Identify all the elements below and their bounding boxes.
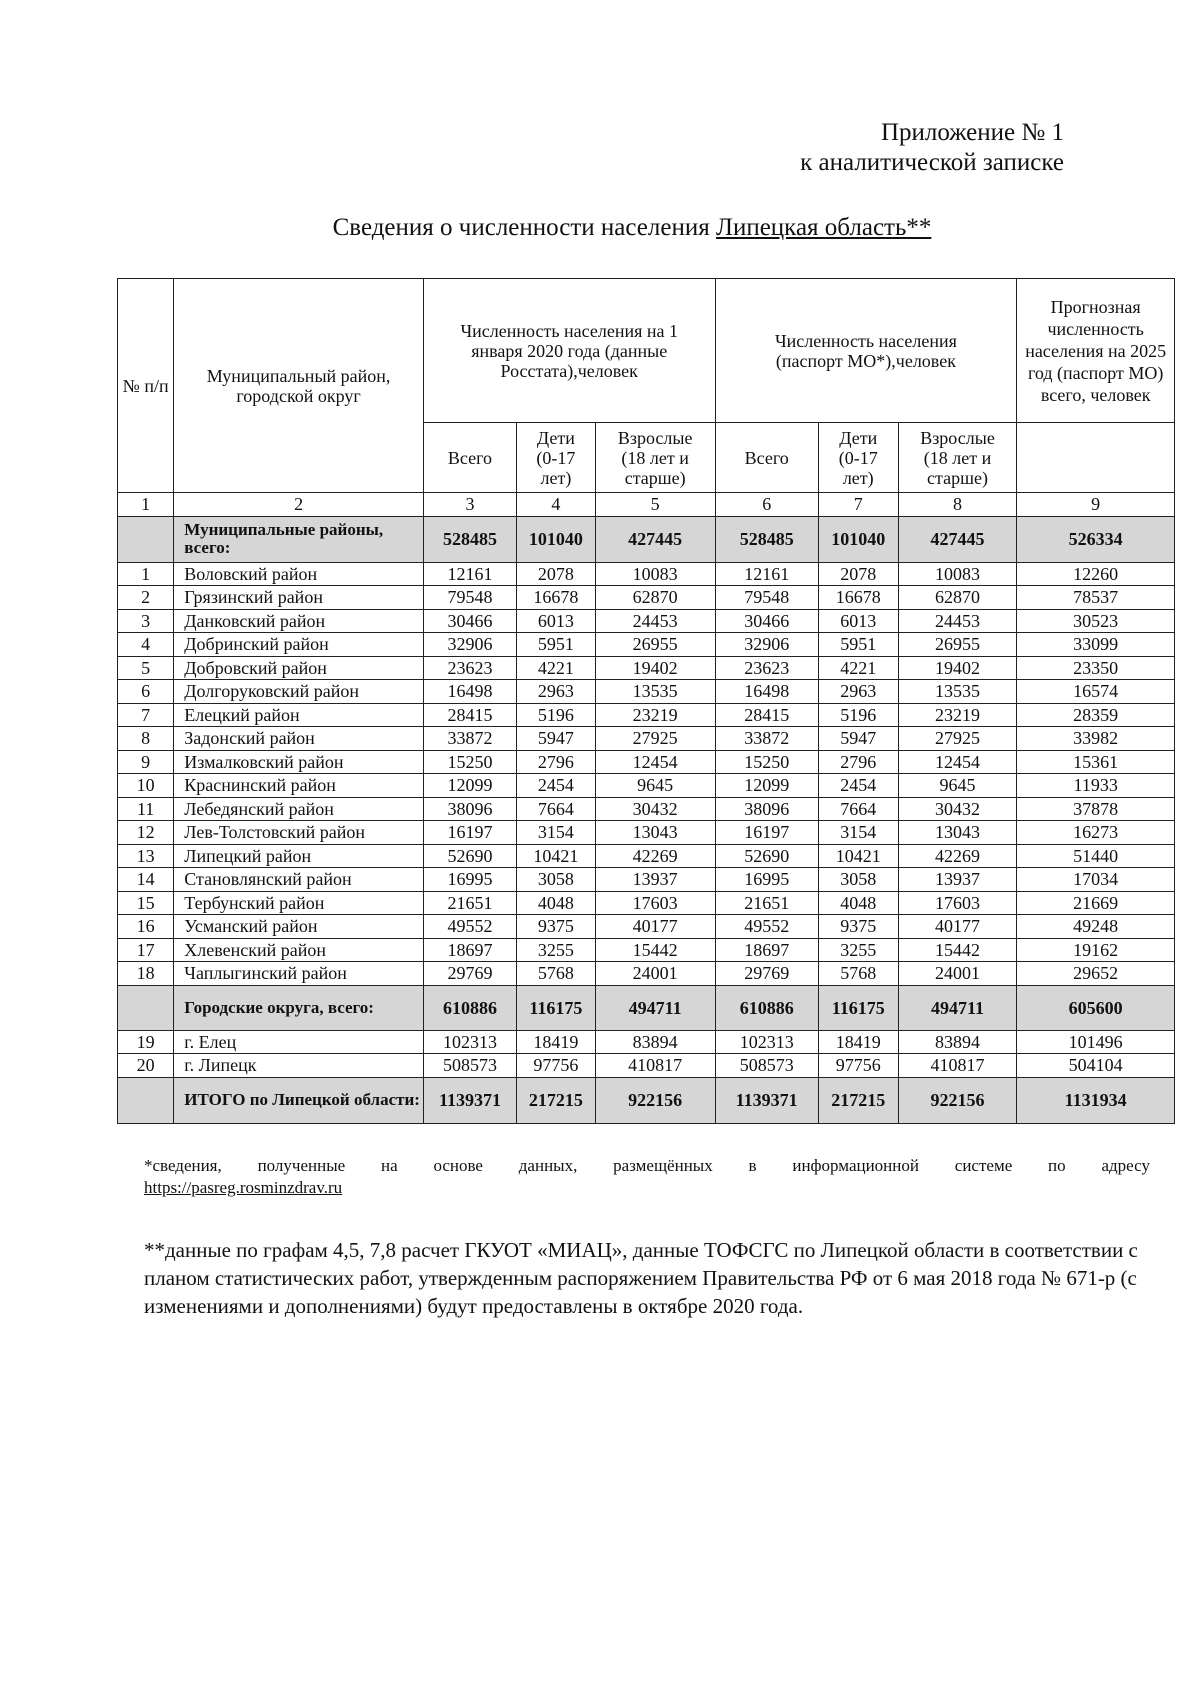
row-value: 17603	[898, 891, 1017, 915]
row-value: 13043	[595, 821, 715, 845]
row-value: 3154	[517, 821, 596, 845]
header-children-passport: Дети (0-17 лет)	[818, 423, 898, 493]
row-value: 30432	[898, 797, 1017, 821]
subtotal-value: 217215	[517, 1077, 596, 1123]
row-value: 11933	[1017, 774, 1175, 798]
row-number: 7	[118, 703, 174, 727]
city-subtotal-row	[118, 985, 1175, 1030]
column-number: 5	[595, 493, 715, 517]
row-value: 2454	[517, 774, 596, 798]
row-value: 23623	[715, 656, 818, 680]
row-value: 83894	[595, 1030, 715, 1054]
row-value: 9375	[818, 915, 898, 939]
row-value: 28359	[1017, 703, 1175, 727]
table-row	[118, 1030, 1175, 1054]
table-row	[118, 938, 1175, 962]
column-number: 9	[1017, 493, 1175, 517]
row-value: 4048	[517, 891, 596, 915]
title-prefix: Сведения о численности населения	[332, 214, 716, 241]
row-number: 4	[118, 633, 174, 657]
row-value: 42269	[898, 844, 1017, 868]
row-value: 16197	[715, 821, 818, 845]
row-name: Липецкий район	[174, 844, 424, 868]
row-value: 51440	[1017, 844, 1175, 868]
row-value: 6013	[517, 609, 596, 633]
subtotal-value: 526334	[1017, 516, 1175, 562]
row-value: 18697	[423, 938, 516, 962]
footnote-1-word: основе	[433, 1156, 483, 1175]
subtotal-label: ИТОГО по Липецкой области:	[174, 1077, 424, 1123]
row-value: 33872	[423, 727, 516, 751]
header-forecast: Прогнозная численность населения на 2025 год (паспорт МО) всего, человек	[1017, 279, 1175, 423]
row-value: 2454	[818, 774, 898, 798]
row-number: 9	[118, 750, 174, 774]
row-value: 79548	[423, 586, 516, 610]
row-name: Чаплыгинский район	[174, 962, 424, 986]
row-name: Воловский район	[174, 562, 424, 586]
header-adults-passport: Взрослые (18 лет и старше)	[898, 423, 1017, 493]
row-value: 15250	[715, 750, 818, 774]
header-total-rosstat: Всего	[423, 423, 516, 493]
row-value: 16678	[818, 586, 898, 610]
table-row	[118, 656, 1175, 680]
row-value: 16995	[423, 868, 516, 892]
header-forecast-blank	[1017, 423, 1175, 493]
column-number: 7	[818, 493, 898, 517]
column-number: 2	[174, 493, 424, 517]
row-value: 18419	[517, 1030, 596, 1054]
row-value: 101496	[1017, 1030, 1175, 1054]
row-value: 5951	[818, 633, 898, 657]
column-number: 4	[517, 493, 596, 517]
row-name: г. Липецк	[174, 1054, 424, 1078]
row-name: Тербунский район	[174, 891, 424, 915]
row-value: 24001	[898, 962, 1017, 986]
row-name: Данковский район	[174, 609, 424, 633]
municipal-subtotal-row	[118, 516, 1175, 562]
row-value: 49552	[423, 915, 516, 939]
row-value: 24453	[898, 609, 1017, 633]
row-value: 26955	[595, 633, 715, 657]
footnote-1-text	[144, 1155, 1150, 1177]
footnote-1-word: *сведения,	[144, 1156, 222, 1175]
row-value: 2078	[818, 562, 898, 586]
row-number: 1	[118, 562, 174, 586]
row-value: 24453	[595, 609, 715, 633]
row-value: 29769	[423, 962, 516, 986]
row-value: 12161	[423, 562, 516, 586]
row-value: 10421	[517, 844, 596, 868]
row-value: 17034	[1017, 868, 1175, 892]
row-value: 21651	[423, 891, 516, 915]
row-value: 3255	[818, 938, 898, 962]
row-value: 12161	[715, 562, 818, 586]
header-passport: Численность населения (паспорт МО*),человек	[715, 279, 1017, 423]
row-name: Долгоруковский район	[174, 680, 424, 704]
row-number: 5	[118, 656, 174, 680]
row-value: 97756	[517, 1054, 596, 1078]
row-number: 8	[118, 727, 174, 751]
table-row	[118, 586, 1175, 610]
table-row	[118, 821, 1175, 845]
footnote-1-word: на	[380, 1156, 398, 1175]
subtotal-num	[118, 1077, 174, 1123]
table-row	[118, 609, 1175, 633]
table-row	[118, 891, 1175, 915]
row-value: 16678	[517, 586, 596, 610]
row-value: 23219	[898, 703, 1017, 727]
footnote-1-word: системе	[954, 1156, 1013, 1175]
subtotal-label: Городские округа, всего:	[174, 985, 424, 1030]
row-value: 16498	[423, 680, 516, 704]
subtotal-value: 494711	[898, 985, 1017, 1030]
row-value: 42269	[595, 844, 715, 868]
row-value: 30466	[715, 609, 818, 633]
row-name: Хлевенский район	[174, 938, 424, 962]
row-value: 13937	[898, 868, 1017, 892]
footnote-1-word: размещённых	[613, 1156, 713, 1175]
row-value: 9375	[517, 915, 596, 939]
row-value: 24001	[595, 962, 715, 986]
row-value: 2963	[517, 680, 596, 704]
row-name: г. Елец	[174, 1030, 424, 1054]
row-number: 12	[118, 821, 174, 845]
subtotal-value: 1139371	[423, 1077, 516, 1123]
table-row	[118, 915, 1175, 939]
subtotal-num	[118, 985, 174, 1030]
row-value: 23623	[423, 656, 516, 680]
header-row-1	[118, 279, 1175, 423]
row-value: 21669	[1017, 891, 1175, 915]
row-value: 10083	[898, 562, 1017, 586]
subtotal-value: 427445	[595, 516, 715, 562]
row-name: Краснинский район	[174, 774, 424, 798]
population-table	[117, 278, 1175, 1124]
column-number: 3	[423, 493, 516, 517]
row-value: 79548	[715, 586, 818, 610]
row-name: Лев-Толстовский район	[174, 821, 424, 845]
row-value: 9645	[898, 774, 1017, 798]
column-number: 6	[715, 493, 818, 517]
table-row	[118, 633, 1175, 657]
subtotal-value: 922156	[595, 1077, 715, 1123]
header-total-passport: Всего	[715, 423, 818, 493]
row-value: 5196	[517, 703, 596, 727]
row-value: 28415	[715, 703, 818, 727]
table-row	[118, 750, 1175, 774]
subtotal-value: 605600	[1017, 985, 1175, 1030]
row-value: 2796	[517, 750, 596, 774]
row-value: 5196	[818, 703, 898, 727]
row-name: Лебедянский район	[174, 797, 424, 821]
row-value: 3058	[517, 868, 596, 892]
row-number: 18	[118, 962, 174, 986]
table-row	[118, 962, 1175, 986]
row-value: 52690	[423, 844, 516, 868]
row-name: Елецкий район	[174, 703, 424, 727]
subtotal-value: 922156	[898, 1077, 1017, 1123]
row-value: 15361	[1017, 750, 1175, 774]
column-number: 8	[898, 493, 1017, 517]
row-value: 32906	[423, 633, 516, 657]
footnote-1-link[interactable]: https://pasreg.rosminzdrav.ru	[144, 1178, 343, 1197]
table-row	[118, 1054, 1175, 1078]
row-value: 5768	[517, 962, 596, 986]
column-number-row	[118, 493, 1175, 517]
subtotal-value: 1139371	[715, 1077, 818, 1123]
row-value: 102313	[423, 1030, 516, 1054]
row-value: 40177	[898, 915, 1017, 939]
table-row	[118, 680, 1175, 704]
row-value: 7664	[818, 797, 898, 821]
title-region: Липецкая область**	[715, 214, 932, 241]
table-row	[118, 797, 1175, 821]
footnote-1-word: полученные	[257, 1156, 346, 1175]
row-name: Задонский район	[174, 727, 424, 751]
row-number: 15	[118, 891, 174, 915]
row-value: 16574	[1017, 680, 1175, 704]
table-row	[118, 774, 1175, 798]
row-value: 29652	[1017, 962, 1175, 986]
footnote-1	[144, 1155, 1150, 1199]
row-value: 83894	[898, 1030, 1017, 1054]
footnote-1-word: по	[1048, 1156, 1066, 1175]
row-number: 19	[118, 1030, 174, 1054]
row-value: 3058	[818, 868, 898, 892]
row-number: 11	[118, 797, 174, 821]
row-value: 40177	[595, 915, 715, 939]
appendix-heading	[800, 118, 1064, 178]
row-value: 5947	[818, 727, 898, 751]
row-name: Добровский район	[174, 656, 424, 680]
table-row	[118, 562, 1175, 586]
row-number: 3	[118, 609, 174, 633]
row-number: 17	[118, 938, 174, 962]
subtotal-value: 116175	[517, 985, 596, 1030]
header-children-rosstat: Дети (0-17 лет)	[517, 423, 596, 493]
row-value: 30432	[595, 797, 715, 821]
subtotal-value: 494711	[595, 985, 715, 1030]
row-value: 5768	[818, 962, 898, 986]
row-value: 13535	[595, 680, 715, 704]
row-value: 9645	[595, 774, 715, 798]
row-value: 49248	[1017, 915, 1175, 939]
row-value: 12260	[1017, 562, 1175, 586]
footnote-2: **данные по графам 4,5, 7,8 расчет ГКУОТ «МИАЦ», данные ТОФСГС по Липецкой области в соответствии с планом статистических работ, утвержденным распоряжением Правительства РФ от 6 мая 2018 года № 671-р (с изменениями и дополнениями) будут предоставлены в октябре 2020 года.	[144, 1238, 1138, 1318]
subtotal-value: 427445	[898, 516, 1017, 562]
table-row	[118, 844, 1175, 868]
row-value: 33872	[715, 727, 818, 751]
footnote-1-word: информационной	[792, 1156, 919, 1175]
row-number: 13	[118, 844, 174, 868]
row-value: 27925	[898, 727, 1017, 751]
row-value: 32906	[715, 633, 818, 657]
row-value: 3154	[818, 821, 898, 845]
footnote-1-word: адресу	[1101, 1156, 1150, 1175]
row-name: Усманский район	[174, 915, 424, 939]
header-adults-rosstat: Взрослые (18 лет и старше)	[595, 423, 715, 493]
subtotal-value: 610886	[423, 985, 516, 1030]
row-value: 102313	[715, 1030, 818, 1054]
row-value: 29769	[715, 962, 818, 986]
row-value: 16273	[1017, 821, 1175, 845]
row-value: 3255	[517, 938, 596, 962]
row-value: 7664	[517, 797, 596, 821]
subtotal-value: 217215	[818, 1077, 898, 1123]
row-value: 5951	[517, 633, 596, 657]
row-value: 12099	[715, 774, 818, 798]
row-value: 37878	[1017, 797, 1175, 821]
row-value: 78537	[1017, 586, 1175, 610]
row-value: 4048	[818, 891, 898, 915]
row-value: 12454	[898, 750, 1017, 774]
row-value: 62870	[898, 586, 1017, 610]
footnote-1-word: данных,	[518, 1156, 578, 1175]
row-value: 33099	[1017, 633, 1175, 657]
row-number: 14	[118, 868, 174, 892]
appendix-line1: Приложение № 1	[880, 119, 1064, 146]
row-value: 410817	[595, 1054, 715, 1078]
row-name: Добринский район	[174, 633, 424, 657]
row-value: 15442	[595, 938, 715, 962]
row-value: 410817	[898, 1054, 1017, 1078]
row-value: 10421	[818, 844, 898, 868]
row-value: 15442	[898, 938, 1017, 962]
row-value: 13535	[898, 680, 1017, 704]
row-number: 2	[118, 586, 174, 610]
row-value: 33982	[1017, 727, 1175, 751]
row-value: 504104	[1017, 1054, 1175, 1078]
row-value: 18419	[818, 1030, 898, 1054]
row-value: 10083	[595, 562, 715, 586]
row-value: 5947	[517, 727, 596, 751]
row-number: 20	[118, 1054, 174, 1078]
row-value: 2963	[818, 680, 898, 704]
row-value: 6013	[818, 609, 898, 633]
row-value: 52690	[715, 844, 818, 868]
row-value: 18697	[715, 938, 818, 962]
row-value: 21651	[715, 891, 818, 915]
header-num: № п/п	[118, 279, 174, 493]
subtotal-value: 101040	[818, 516, 898, 562]
row-value: 15250	[423, 750, 516, 774]
row-value: 17603	[595, 891, 715, 915]
grand-total-row	[118, 1077, 1175, 1123]
subtotal-label: Муниципальные районы, всего:	[174, 516, 424, 562]
row-value: 38096	[423, 797, 516, 821]
row-value: 4221	[517, 656, 596, 680]
row-value: 12454	[595, 750, 715, 774]
row-value: 16197	[423, 821, 516, 845]
subtotal-value: 528485	[715, 516, 818, 562]
row-value: 508573	[423, 1054, 516, 1078]
subtotal-value: 610886	[715, 985, 818, 1030]
footnote-1-word: в	[748, 1156, 757, 1175]
row-value: 23219	[595, 703, 715, 727]
row-number: 6	[118, 680, 174, 704]
row-value: 19402	[898, 656, 1017, 680]
subtotal-num	[118, 516, 174, 562]
row-value: 19162	[1017, 938, 1175, 962]
row-value: 508573	[715, 1054, 818, 1078]
row-value: 2078	[517, 562, 596, 586]
subtotal-value: 101040	[517, 516, 596, 562]
row-name: Измалковский район	[174, 750, 424, 774]
header-rosstat: Численность населения на 1 января 2020 года (данные Росстата),человек	[423, 279, 715, 423]
appendix-line2: к аналитической записке	[800, 149, 1064, 176]
document-title	[32, 214, 1200, 242]
row-value: 28415	[423, 703, 516, 727]
subtotal-value: 528485	[423, 516, 516, 562]
table-row	[118, 727, 1175, 751]
row-value: 27925	[595, 727, 715, 751]
row-value: 97756	[818, 1054, 898, 1078]
row-name: Грязинский район	[174, 586, 424, 610]
subtotal-value: 116175	[818, 985, 898, 1030]
header-district: Муниципальный район, городской округ	[174, 279, 424, 493]
row-number: 16	[118, 915, 174, 939]
row-value: 12099	[423, 774, 516, 798]
row-value: 26955	[898, 633, 1017, 657]
row-value: 62870	[595, 586, 715, 610]
row-value: 19402	[595, 656, 715, 680]
row-value: 38096	[715, 797, 818, 821]
row-number: 10	[118, 774, 174, 798]
row-value: 30466	[423, 609, 516, 633]
subtotal-value: 1131934	[1017, 1077, 1175, 1123]
table-row	[118, 868, 1175, 892]
row-value: 2796	[818, 750, 898, 774]
row-value: 4221	[818, 656, 898, 680]
row-value: 30523	[1017, 609, 1175, 633]
row-name: Становлянский район	[174, 868, 424, 892]
row-value: 23350	[1017, 656, 1175, 680]
row-value: 13937	[595, 868, 715, 892]
column-number: 1	[118, 493, 174, 517]
row-value: 13043	[898, 821, 1017, 845]
row-value: 49552	[715, 915, 818, 939]
row-value: 16995	[715, 868, 818, 892]
table-row	[118, 703, 1175, 727]
row-value: 16498	[715, 680, 818, 704]
